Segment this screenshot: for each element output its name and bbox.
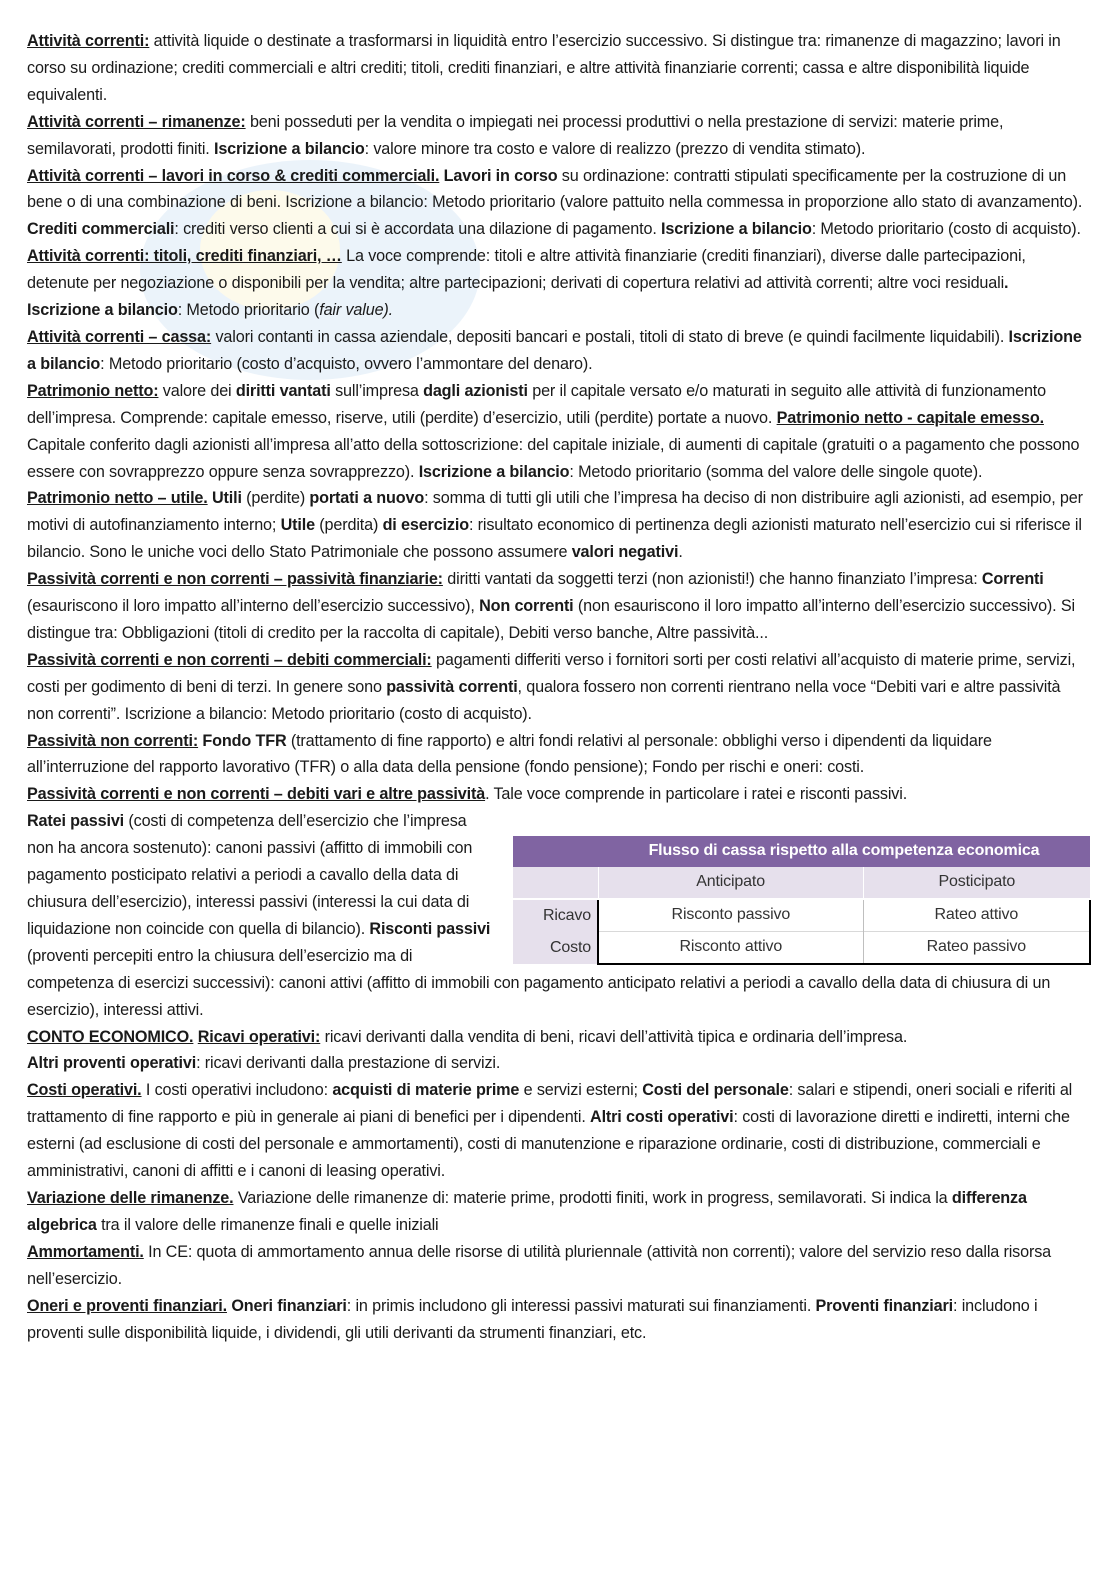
table-cell: Risconto passivo [598, 899, 863, 932]
section-titoli: Attività correnti: titoli, crediti finanziari, … La voce comprende: titoli e altre attività finanziarie (crediti finanziari), diverse dalle partecipazioni, detenute per negoziazione o disponibili per la vendita; altre partecipazioni; derivati di copertura relativi ad attività correnti; altre voci residuali. Iscrizione a bilancio: Metodo prioritario (fair value). [27, 247, 1026, 320]
table-row-label: Ricavo [513, 899, 598, 932]
section-altri-proventi: Altri proventi operativi: ricavi derivanti dalla prestazione di servizi. [27, 1054, 501, 1073]
cash-flow-table [513, 836, 1091, 965]
table-header-spacer [513, 867, 598, 899]
section-ratei-risconti: Ratei passivi (costi di competenza dell’esercizio che l’impresa non ha ancora sostenuto): canoni passivi (affitto di immobili con pagamento posticipato relativi a periodi a cavallo della data di chiusura dell’esercizio), interessi passivi (interessi la cui data di liquidazione non coincide con quella di bilancio). Risconti passivi (proventi percepiti entro la chiusura dell’esercizio ma di competenza di esercizi successivi): canoni attivi (affitto di immobili con pagamento anticipato relativi a periodi a cavallo della data di chiusura di un esercizio), interessi attivi. [27, 812, 1051, 1019]
table-col-posticipato: Posticipato [863, 867, 1090, 899]
table-cell: Rateo passivo [863, 932, 1090, 965]
section-utile: Patrimonio netto – utile. Utili (perdite) portati a nuovo: somma di tutti gli utili che l’impresa ha deciso di non distribuire agli azionisti, ad esempio, per motivi di autofinanziamento interno; Utile (perdita) di esercizio: risultato economico di pertinenza degli azionisti maturato nell’esercizio cui si riferisce il bilancio. Sono le uniche voci dello Stato Patrimoniale che possono assumere valori negativi. [27, 489, 1083, 562]
table-cell: Rateo attivo [863, 899, 1090, 932]
table-cell: Risconto attivo [598, 932, 863, 965]
section-lavori-in-corso: Attività correnti – lavori in corso & crediti commerciali. Lavori in corso su ordinazione: contratti stipulati specificamente per la costruzione di un bene o di una combinazione di beni. Iscrizione a bilancio: Metodo prioritario (valore pattuito nella commessa in proporzione allo stato di avanzamento). Crediti commerciali: crediti verso clienti a cui si è accordata una dilazione di pagamento. Iscrizione a bilancio: Metodo prioritario (costo di acquisto). [27, 166, 1083, 239]
ratei-block [27, 808, 1085, 1023]
section-oneri-proventi: Oneri e proventi finanziari. Oneri finanziari: in primis includono gli interessi passivi maturati sui finanziamenti. Proventi finanziari: includono i proventi sulle disponibilità liquide, i dividendi, gli utili derivanti da strumenti finanziari, etc. [27, 1296, 1038, 1342]
section-patrimonio-netto: Patrimonio netto: valore dei diritti vantati sull’impresa dagli azionisti per il capitale versato e/o maturati in seguito alle attività di funzionamento dell’impresa. Comprende: capitale emesso, riserve, utili (perdite) d’esercizio, utili (perdite) portate a nuovo. Patrimonio netto - capitale emesso. Capitale conferito dagli azionisti all’impresa all’atto della sottoscrizione: del capitale iniziale, di aumenti di capitale (gratuiti o a pagamento che possono essere con sovrapprezzo oppure senza sovrapprezzo). Iscrizione a bilancio: Metodo prioritario (somma del valore delle singole quote). [27, 381, 1080, 481]
table-row [513, 932, 1090, 965]
section-passivita-finanziarie: Passività correnti e non correnti – passività finanziarie: diritti vantati da soggetti terzi (non azionisti!) che hanno finanziato l’impresa: Correnti (esauriscono il loro impatto all’interno dell’esercizio successivo), Non correnti (non esauriscono il loro impatto all’interno dell’esercizio successivo). Si distingue tra: Obbligazioni (titoli di credito per la raccolta di capitale), Debiti verso banche, Altre passività... [27, 570, 1075, 642]
section-passivita-non-correnti: Passività non correnti: Fondo TFR (trattamento di fine rapporto) e altri fondi relativi al personale: obblighi verso i dipendenti da liquidare all’interruzione del rapporto lavorativo (TFR) o alla data della pensione (fondo pensione); Fondo per rischi e oneri: costi. [27, 731, 992, 777]
cash-flow-table-wrapper [513, 836, 1091, 965]
section-attivita-correnti: Attività correnti: attività liquide o destinate a trasformarsi in liquidità entro l’esercizio successivo. Si distingue tra: rimanenze di magazzino; lavori in corso su ordinazione; crediti commerciali e altri crediti; titoli, crediti finanziari, e altre attività finanziarie correnti; cassa e altre disponibilità liquide equivalenti. [27, 32, 1061, 104]
table-col-anticipato: Anticipato [598, 867, 863, 899]
section-rimanenze: Attività correnti – rimanenze: beni posseduti per la vendita o impiegati nei processi produttivi o nella prestazione di servizi: materie prime, semilavorati, prodotti finiti. Iscrizione a bilancio: valore minore tra costo e valore di realizzo (prezzo di vendita stimato). [27, 112, 1004, 158]
section-ammortamenti: Ammortamenti. In CE: quota di ammortamento annua delle risorse di utilità pluriennale (attività non correnti); valore del servizio reso dalla risorsa nell’esercizio. [27, 1242, 1052, 1288]
table-header-row [513, 867, 1090, 899]
section-debiti-commerciali: Passività correnti e non correnti – debiti commerciali: pagamenti differiti verso i fornitori sorti per costi relativi all’acquisto di materie prime, servizi, costi per godimento di beni di terzi. In genere sono passività correnti, qualora fossero non correnti rientrano nella voce “Debiti vari e altre passività non correnti”. Iscrizione a bilancio: Metodo prioritario (costo di acquisto). [27, 650, 1076, 723]
document-page [27, 28, 1085, 1346]
table-title-spacer [513, 836, 598, 867]
section-conto-economico: CONTO ECONOMICO. Ricavi operativi: ricavi derivanti dalla vendita di beni, ricavi dell’attività tipica e ordinaria dell’impresa. [27, 1027, 908, 1046]
table-title-row [513, 836, 1090, 867]
section-costi-operativi: Costi operativi. I costi operativi includono: acquisti di materie prime e servizi esterni; Costi del personale: salari e stipendi, oneri sociali e riferiti al trattamento di fine rapporto e più in generale ai piani di benefici per i dipendenti. Altri costi operativi: costi di lavorazione diretti e indiretti, interni che esterni (ad esclusione di costi del personale e ammortamenti), costi di manutenzione e riparazione ordinarie, costi di distribuzione, commerciali e amministrativi, canoni di affitti e i canoni di leasing operativi. [27, 1081, 1073, 1181]
section-cassa: Attività correnti – cassa: valori contanti in cassa aziendale, depositi bancari e postali, titoli di stato di breve (e quindi facilmente liquidabili). Iscrizione a bilancio: Metodo prioritario (costo d’acquisto, ovvero l’ammontare del denaro). [27, 327, 1082, 373]
section-debiti-vari: Passività correnti e non correnti – debiti vari e altre passività. Tale voce comprende in particolare i ratei e risconti passivi. [27, 785, 908, 804]
table-row [513, 899, 1090, 932]
table-row-label: Costo [513, 932, 598, 965]
section-variazione-rimanenze: Variazione delle rimanenze. Variazione delle rimanenze di: materie prime, prodotti finiti, work in progress, semilavorati. Si indica la differenza algebrica tra il valore delle rimanenze finali e quelle iniziali [27, 1188, 1027, 1234]
table-title: Flusso di cassa rispetto alla competenza economica [598, 836, 1090, 867]
